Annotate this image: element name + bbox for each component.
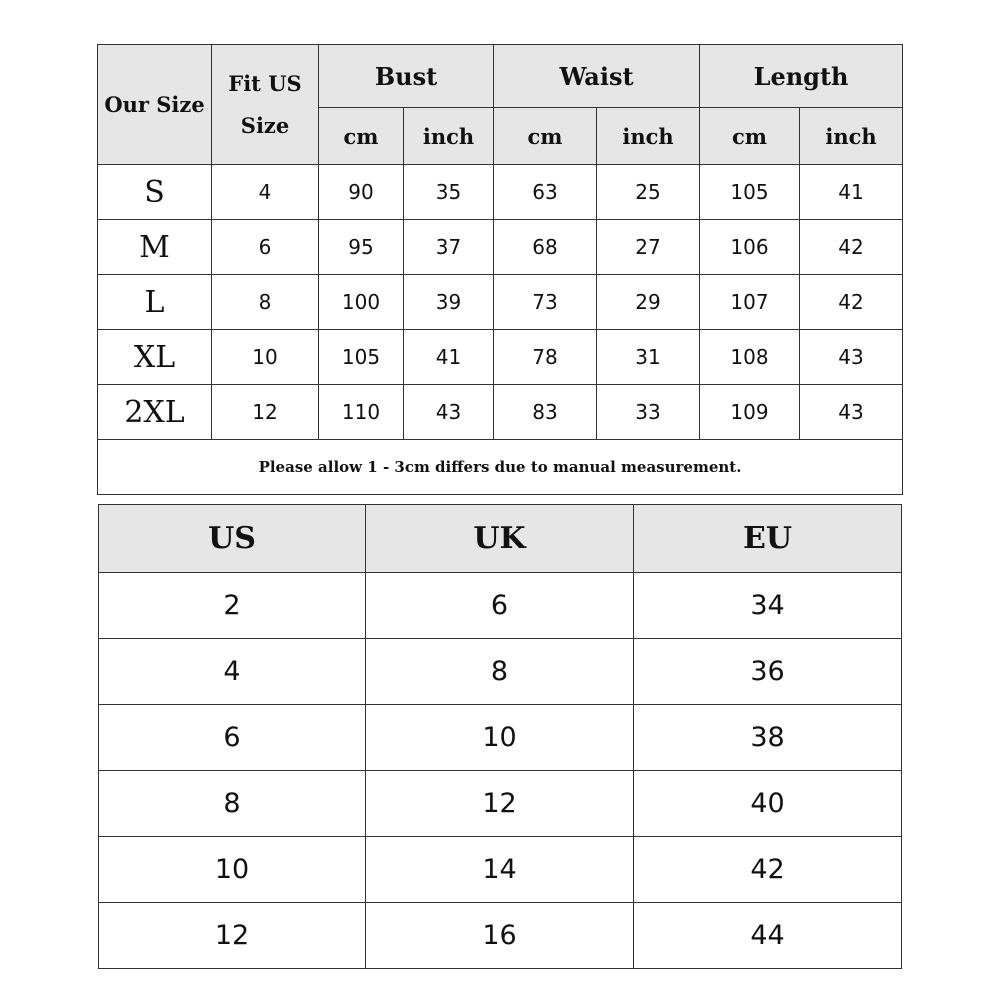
- uk-cell: 16: [366, 903, 634, 969]
- bust-inch-header: inch: [404, 108, 494, 165]
- uk-cell: 6: [366, 573, 634, 639]
- us-size-cell: 10: [212, 330, 319, 385]
- bust-cm-cell: 105: [319, 330, 404, 385]
- eu-cell: 34: [634, 573, 902, 639]
- waist-cm-cell: 68: [494, 220, 597, 275]
- bust-cm-cell: 110: [319, 385, 404, 440]
- us-cell: 8: [99, 771, 366, 837]
- uk-cell: 14: [366, 837, 634, 903]
- length-inch-cell: 41: [800, 165, 903, 220]
- waist-cm-cell: 63: [494, 165, 597, 220]
- bust-inch-cell: 43: [404, 385, 494, 440]
- length-inch-cell: 43: [800, 330, 903, 385]
- our-size-header: Our Size: [98, 45, 212, 165]
- us-size-cell: 6: [212, 220, 319, 275]
- us-cell: 10: [99, 837, 366, 903]
- length-inch-header: inch: [800, 108, 903, 165]
- table-row: [98, 330, 903, 385]
- us-size-cell: 8: [212, 275, 319, 330]
- us-size-cell: 4: [212, 165, 319, 220]
- size-conversion-table: [98, 504, 902, 969]
- bust-cm-cell: 100: [319, 275, 404, 330]
- eu-header: EU: [634, 505, 902, 573]
- us-cell: 6: [99, 705, 366, 771]
- bust-inch-cell: 35: [404, 165, 494, 220]
- bust-inch-cell: 37: [404, 220, 494, 275]
- waist-cm-cell: 83: [494, 385, 597, 440]
- length-inch-cell: 43: [800, 385, 903, 440]
- waist-header: Waist: [494, 45, 700, 108]
- uk-header: UK: [366, 505, 634, 573]
- size-label: XL: [98, 330, 212, 385]
- us-cell: 4: [99, 639, 366, 705]
- table-row: [99, 903, 902, 969]
- eu-cell: 44: [634, 903, 902, 969]
- measurement-note: Please allow 1 - 3cm differs due to manual measurement.: [98, 440, 903, 495]
- table-row: [99, 639, 902, 705]
- table-row: [98, 165, 903, 220]
- eu-cell: 40: [634, 771, 902, 837]
- us-size-cell: 12: [212, 385, 319, 440]
- uk-cell: 10: [366, 705, 634, 771]
- size-label: L: [98, 275, 212, 330]
- table-row: [99, 705, 902, 771]
- table-row: [99, 837, 902, 903]
- uk-cell: 8: [366, 639, 634, 705]
- length-cm-cell: 109: [700, 385, 800, 440]
- length-header: Length: [700, 45, 903, 108]
- eu-cell: 36: [634, 639, 902, 705]
- waist-inch-header: inch: [597, 108, 700, 165]
- size-measurement-table: [97, 44, 903, 495]
- bust-header: Bust: [319, 45, 494, 108]
- bust-inch-cell: 39: [404, 275, 494, 330]
- table-row: [99, 771, 902, 837]
- bust-cm-cell: 95: [319, 220, 404, 275]
- fit-us-size-header: Fit US Size: [212, 45, 319, 165]
- length-inch-cell: 42: [800, 220, 903, 275]
- table-row: [98, 385, 903, 440]
- size-label: S: [98, 165, 212, 220]
- table-row: [98, 275, 903, 330]
- waist-inch-cell: 29: [597, 275, 700, 330]
- table-row: [99, 573, 902, 639]
- waist-cm-cell: 78: [494, 330, 597, 385]
- length-inch-cell: 42: [800, 275, 903, 330]
- eu-cell: 42: [634, 837, 902, 903]
- size-label: 2XL: [98, 385, 212, 440]
- length-cm-cell: 106: [700, 220, 800, 275]
- waist-cm-cell: 73: [494, 275, 597, 330]
- length-cm-cell: 107: [700, 275, 800, 330]
- waist-inch-cell: 31: [597, 330, 700, 385]
- bust-cm-header: cm: [319, 108, 404, 165]
- length-cm-header: cm: [700, 108, 800, 165]
- bust-cm-cell: 90: [319, 165, 404, 220]
- waist-cm-header: cm: [494, 108, 597, 165]
- us-header: US: [99, 505, 366, 573]
- waist-inch-cell: 25: [597, 165, 700, 220]
- us-cell: 12: [99, 903, 366, 969]
- waist-inch-cell: 27: [597, 220, 700, 275]
- length-cm-cell: 108: [700, 330, 800, 385]
- size-label: M: [98, 220, 212, 275]
- us-cell: 2: [99, 573, 366, 639]
- uk-cell: 12: [366, 771, 634, 837]
- length-cm-cell: 105: [700, 165, 800, 220]
- table-row: [98, 220, 903, 275]
- bust-inch-cell: 41: [404, 330, 494, 385]
- eu-cell: 38: [634, 705, 902, 771]
- waist-inch-cell: 33: [597, 385, 700, 440]
- note-row: [98, 440, 903, 495]
